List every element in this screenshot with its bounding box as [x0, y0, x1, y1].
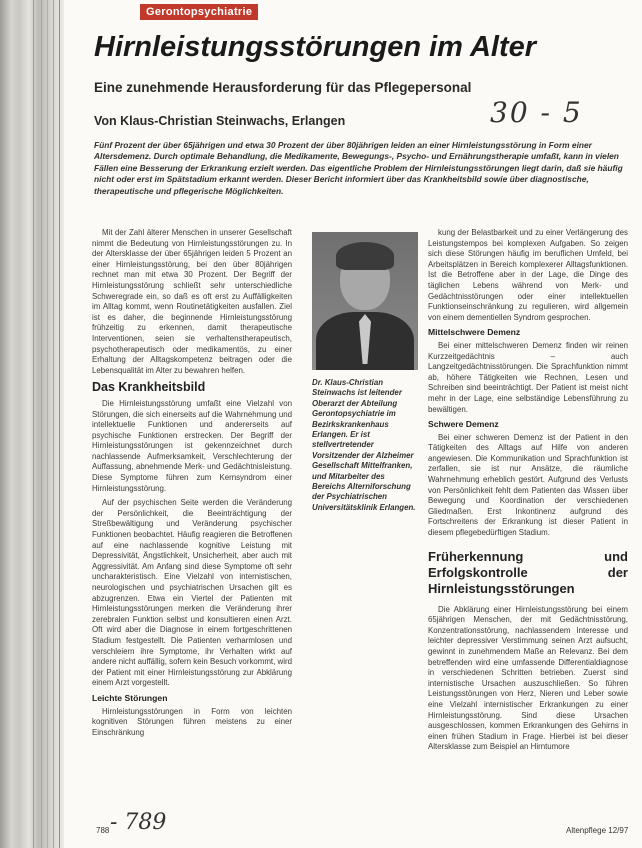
paragraph: Bei einer schweren Demenz ist der Patient in den Tätigkeiten des Alltags auf Hilfe von anderen angewiesen. Die Kommunikation und Sprachfunktion ist zerfallen, sie ist nur Ansätze, die räumliche Wahrnehmung erheblich gestört. Aufgrund des Verlusts von Persönlichkeit fehlt dem Patienten das Wissen über Bewegung und Koordination der verschiedenen Gliedmaßen. Erst Inkontinenz aufgrund des Fortschreitens der Erkrankung ist dieser Patient in diesem pflegebedürftigen Stadium.: [428, 432, 628, 538]
page-number: 788: [96, 826, 110, 835]
article-author: Von Klaus-Christian Steinwachs, Erlangen: [94, 114, 346, 128]
paragraph: Mit der Zahl älterer Menschen in unserer Gesellschaft nimmt die Bedeutung von Hirnleistungsstörungen zu. In der Altersklasse der über 65jährigen leiden 5 Prozent an einer Hirnleistungsstörung, bei den über 80jährigen rechnet man mit etwa 30 Prozent. Der Begriff der Hirnleistungsstörung schließt sehr unterschiedliche Schweregrade ein, so daß es oft erst zu Auffälligkeiten im Alltag kommt, wenn Routinetätigkeiten ausfallen. Ziel ist es daher, die beginnende Hirnleistungsstörung frühzeitig zu erkennen, damit therapeutische Interventionen, seien sie verhaltenstherapeutisch, psychotherapeutisch oder medikamentös, zu einer Erhaltung der Alltagskompetenz beitragen oder die Lebensqualität im Alter zu bewahren helfen.: [92, 228, 292, 375]
paragraph: Die Hirnleistungsstörung umfaßt eine Vielzahl von Störungen, die sich einerseits auf die Wahrnehmung und intellektuelle Funktionen und andererseits auf psychische Funktionen erstrecken. Der Begriff der Hirnleistungsstörungen ist gekennzeichnet durch nachlassende Aufmerksamkeit, Verschlechterung der Auffassung, abnehmende Merk- und Gedächtnisleistung. Diese Symptome führen zum Kernsyndrom einer Hirnleistungsstörung.: [92, 398, 292, 493]
column-left: [92, 228, 292, 742]
paragraph: kung der Belastbarkeit und zu einer Verlängerung des Leistungstempos bei komplexen Aufgaben. So zeigen sich diese Störungen häufig im beruflichen Umfeld, bei Arbeitsplätzen in Bereich komplexerer Alltagsfunktionen. Ist die Betroffene aber in der Lage, die Dinge des täglichen Lebens während von Merk- und Gedächtnisstörungen oder einer intellektuellen Funktionseinschränkung zu regulieren, wird allgemein von einem dementiellen Syndrom gesprochen.: [428, 228, 628, 322]
article-subtitle: Eine zunehmende Herausforderung für das Pflegepersonal: [94, 80, 472, 95]
section-label: Gerontopsychiatrie: [140, 4, 258, 20]
section-heading: Früherkennung und Erfolgskontrolle der Hirnleistungsstörungen: [428, 548, 628, 596]
book-binding: [0, 0, 64, 848]
paragraph: Bei einer mittelschweren Demenz finden wir reinen Kurzzeitgedächtnis – auch Langzeitgedächtnisstörungen. Die Sprachfunktion nimmt ab, höhere Tätigkeiten wie Rechnen, Lesen und Schreiben sind beeinträchtigt. Der Patient ist meist nicht mehr in der Lage, eine selbständige Lebensführung zu bewältigen.: [428, 340, 628, 414]
subheading: Mittelschwere Demenz: [428, 327, 521, 338]
subheading: Leichte Störungen: [92, 692, 168, 703]
section-heading: Das Krankheitsbild: [92, 380, 206, 395]
paragraph: Die Abklärung einer Hirnleistungsstörung bei einem 65jährigen Menschen, der mit Gedächtnisstörung, Konzentrationsstörung, nachlassendem Interesse und leichter depressiver Verstimmung seinen Arzt aufsucht, gewinnt in zunehmendem Maße an Relevanz. Bei dem betreffenden wird eine umfassende Differentialdiagnose in verschiedenen Schritten betrieben. Zuerst sind internistische Ursachen auszuschließen. So führen Leistungsstörungen von Herz, Nieren und Leber sowie eine Vielzahl internistischer Erkrankungen zu einer Hirnleistungsstörung. Sind diese Ursachen ausgeschlossen, kommen Erkrankungen des Gehirns in einen frühen Stadium in Frage. Hierbei ist bei dieser Altersklasse zum Beispiel an Hirntumore: [428, 604, 628, 752]
lead-paragraph: Fünf Prozent der über 65jährigen und etwa 30 Prozent der über 80jährigen leiden an einer Hirnleistungsstörung in Form einer Altersdemenz. Durch optimale Behandlung, die Medikamente, Bewegungs-, Psycho- und Ernährungstherapie umfaßt, kann in vielen Fällen eine Besserung der Erkrankung erzielt werden. Das eigentliche Problem der Hirnleistungsstörungen liegt darin, daß sie häufig nicht oder erst im Spätstadium erkannt werden. Dieser Bericht informiert über das Krankheitsbild sowie über diagnostische, therapeutische und pflegerische Möglichkeiten.: [94, 140, 623, 196]
subheading: Schwere Demenz: [428, 419, 499, 430]
paragraph: Auf der psychischen Seite werden die Veränderung der Persönlichkeit, die Beeinträchtigung der Streßbewältigung und Veränderung psychischer Funktionen beobachtet. Häufig reagieren die Betroffenen auf eine nachlassende kognitive Leistung mit Depressivität, Ängstlichkeit, Unsicherheit, aber auch mit Aggressivität. Am Anfang sind diese Symptome oft sehr uncharakteristisch. Eine Vielzahl von internistischen, neurologischen und psychiatrischen Ursachen gilt es abzugrenzen. Etwa ein Viertel der Patienten mit Hirnleistungsstörungen merken die Veränderung ihrer zerebralen Funktion selbst und konsultieren einen Arzt. Oft wird aber die Diagnose in einem fortgeschrittenen Stadium festgestellt. Die Patienten verharmlosen und verschleiern ihre Symptome, ihr Verhalten wirkt auf andere nicht auffällig, sofern kein Besuch vorkommt, wird der Patient mit einer Hirnleistungsstörung zur Abklärung einem Arzt vorgestellt.: [92, 498, 292, 688]
photo-caption: Dr. Klaus-Christian Steinwachs ist leitender Oberarzt der Abteilung Gerontopsychiatrie im Bezirkskrankenhaus Erlangen. Er ist stellvertretender Vorsitzender der Alzheimer Gesellschaft Mittelfranken, und Mitarbeiter des Bereichs Alterniforschung der Psychiatrischen Universitätsklinik Erlangen.: [312, 378, 416, 512]
article-title: Hirnleistungsstörungen im Alter: [94, 31, 537, 63]
handwritten-note: 30 - 5: [490, 96, 583, 129]
journal-issue: Altenpflege 12/97: [566, 826, 629, 835]
paragraph: Hirnleistungsstörungen in Form von leichten kognitiven Störungen führen meistens zu einer Einschränkung: [92, 706, 292, 737]
photo-hair-shape: [336, 242, 394, 270]
column-right: [428, 228, 628, 757]
author-photo: [312, 232, 418, 370]
handwritten-page-number: - 789: [110, 810, 167, 835]
